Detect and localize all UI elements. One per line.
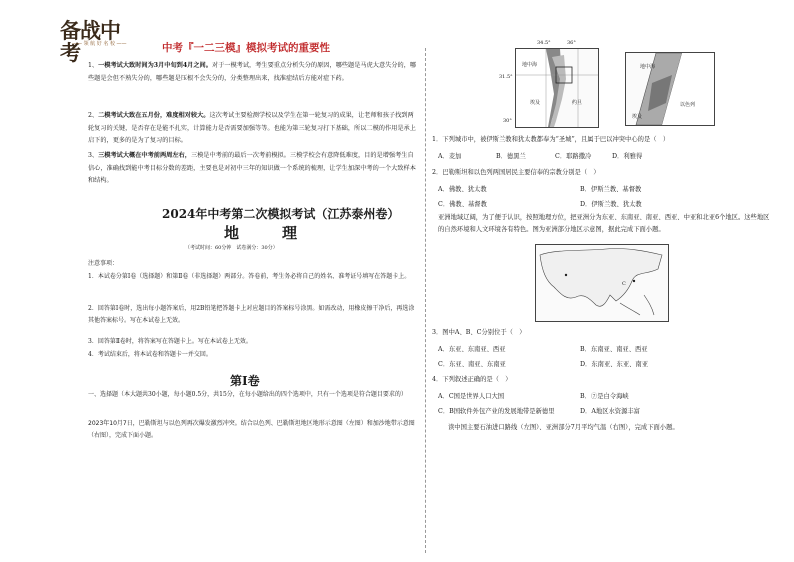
intro-lead: 三模考试大概在中考前两周左右， [98, 152, 191, 159]
question-3-option-d: D．东南亚、东亚、南亚 [580, 361, 649, 368]
egypt-label: 埃及 [632, 114, 643, 120]
question-4-option-a: A．C国是世界人口大国 [438, 393, 505, 400]
intro-text: 这次考试主要检测学校以及学生在第一轮复习的成果，让老师和孩子找到两轮复习的关键，是否存在是能不扎实，计算能力是否需要加强等等。也能为第三轮复习打下基础，所以二模的作用是承上启下的，更多的是为了复习的目标。 [88, 112, 416, 145]
egypt-label: 埃及 [530, 100, 541, 106]
question-2-option-a: A．佛教、犹太教 [438, 186, 487, 193]
question-4-stem: 4．下列叙述正确的是（ ） [432, 376, 512, 383]
question-4-option-c: C．B国软件外包产业的发展地带是新德里 [438, 408, 555, 415]
brand-logo: 备战中考 [60, 19, 120, 65]
question-3-option-a: A．东亚、东南亚、西亚 [438, 346, 506, 353]
map-lon-label: 34.5° [537, 40, 551, 46]
notice-4: 4．考试结束后，将本试卷和答题卡一并交回。 [88, 351, 212, 358]
question-1-option-c: C．耶路撒冷 [555, 153, 592, 160]
intro-lead: 二模考试大致在五月份，难度相对较大。 [98, 112, 210, 119]
intro-paragraph-3 [88, 150, 418, 188]
intro-lead: 一模考试大致时间为3月中旬到4月之间。 [98, 62, 212, 69]
brand-logo-subtitle: —— 领 航 好 名 校 —— [72, 41, 127, 47]
intro-text: 三模是中考前的最后一次考前模拟。三模学校会有意降低难度，目的是增强考生自信心，准确找到能中考目标分数的差距，主要也是对初中三年的知识做一个系统的梳理，让学生加深中考的一个大致样本和结构。 [88, 152, 416, 185]
notice-1: 1．本试卷分第Ⅰ卷（选择题）和第Ⅱ卷（非选择题）两部分。答卷前，考生务必将自己的姓名、准考证号填写在答题卡上。 [88, 273, 411, 280]
question-3-option-b: B．东南亚、南亚、西亚 [580, 346, 648, 353]
map-lat-label: 30° [503, 118, 512, 124]
intro-number: 3、 [88, 152, 99, 159]
question-4-option-b: B．⑦是白令海峡 [580, 393, 629, 400]
question-1-stem: 1．下列城市中，被伊斯兰教和犹太教都奉为“圣城”，且属于巴以冲突中心的是（ ） [432, 136, 670, 143]
exam-subject: 地 理 [224, 224, 312, 242]
material-2: 亚洲地域辽阔，为了便于认识，按照地理方位，把亚洲分为东亚、东南亚、南亚、西亚、中亚和北亚6个地区。这些地区的自然环境和人文环境各有特色。图为亚洲部分地区示意图，据此完成下面小题。 [438, 214, 770, 233]
sea-label: 地中海 [640, 64, 656, 70]
material-1: 2023年10月7日，巴勒斯坦与以色列再次爆发激烈冲突。结合以色列、巴勒斯坦地区地形示意图（左图）和加沙地带示意图（右图），完成下面小题。 [88, 420, 415, 440]
question-3-option-c: C．东亚、南亚、东南亚 [438, 361, 506, 368]
israel-label: 以色列 [680, 102, 696, 108]
question-3-stem: 3．图中A、B、C分别位于（ ） [432, 329, 526, 336]
question-2-option-c: C．佛教、基督教 [438, 201, 487, 208]
intro-text: 对于一模考试，考生要重点分析失分的原因，哪些题是马虎大意失分的，哪些题是会但不熟失分的，哪些题是压根不会失分的，分类整理出来，找准症结后方能对症下药。 [88, 62, 417, 82]
notice-2: 2．回答第Ⅰ卷时，选出每小题答案后，用2B铅笔把答题卡上对应题目的答案标号涂黑。如需改动，用橡皮擦干净后，再选涂其他答案标号。写在本试卷上无效。 [88, 305, 415, 325]
question-1-option-a: A．麦加 [438, 153, 462, 160]
region-c-label: C [622, 281, 626, 287]
intro-number: 2、 [88, 112, 99, 119]
map-lat-label: 31.5° [499, 74, 513, 80]
exam-title: 2024年中考第二次模拟考试（江苏泰州卷） [162, 207, 400, 221]
intro-paragraph-2 [88, 110, 418, 148]
question-2-option-b: B．伊斯兰教、基督教 [580, 186, 642, 193]
notice-3: 3．回答第Ⅱ卷时，将答案写在答题卡上。写在本试卷上无效。 [88, 338, 252, 345]
importance-title: 中考『一二三模』模拟考试的重要性 [162, 42, 330, 54]
question-1-option-b: B．德黑兰 [496, 153, 526, 160]
map-gaza [625, 52, 715, 126]
section-intro: 一、选择题（本大题共30小题，每小题0.5分，共15分，在每小题给出的四个选项中，只有一个选项是符合题目要求的） [88, 391, 407, 398]
jordan-label: 约旦 [572, 100, 583, 106]
sea-label: 地中海 [522, 62, 538, 68]
question-2-option-d: D．伊斯兰教、犹太教 [580, 201, 642, 208]
notice-title: 注意事项： [88, 260, 119, 267]
question-4-option-d: D．A地区水资源丰富 [580, 408, 640, 415]
map-lon-label: 36° [567, 40, 576, 46]
material-3: 读中国主要石油进口路线（左图）、亚洲部分7月平均气温（右图），完成下面小题。 [448, 424, 679, 431]
question-2-stem: 2．巴勒斯坦和以色列两国居民主要信奉的宗教分别是（ ） [432, 169, 600, 176]
map-asia [535, 244, 669, 322]
question-1-option-d: D．利雅得 [612, 153, 643, 160]
exam-meta: （考试时间：60分钟 试卷满分：30分） [185, 245, 278, 251]
intro-paragraph-1 [88, 60, 418, 85]
column-divider [425, 48, 426, 553]
intro-number: 1、 [88, 62, 99, 69]
section-title: 第Ⅰ卷 [230, 374, 260, 388]
